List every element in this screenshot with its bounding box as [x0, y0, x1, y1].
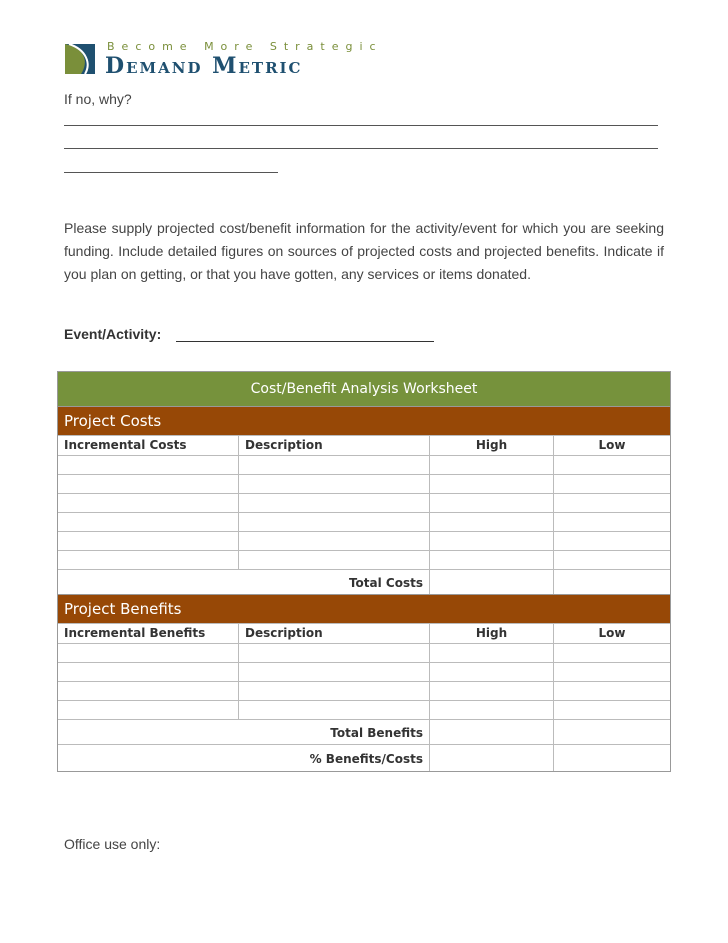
- total-costs-label: Total Costs: [348, 576, 423, 590]
- cell[interactable]: [429, 551, 553, 569]
- total-costs-high[interactable]: [429, 570, 553, 594]
- costs-table-row: [58, 455, 670, 474]
- cell[interactable]: [238, 551, 429, 569]
- cell[interactable]: [238, 456, 429, 474]
- costs-table-row: [58, 474, 670, 493]
- cell[interactable]: [429, 456, 553, 474]
- office-use-label: Office use only:: [64, 836, 161, 852]
- cell[interactable]: [553, 701, 670, 719]
- cell[interactable]: [429, 475, 553, 493]
- cell[interactable]: [429, 701, 553, 719]
- total-costs-row: [58, 569, 670, 594]
- answer-line-3: [64, 172, 278, 173]
- cell[interactable]: [429, 513, 553, 531]
- total-benefits-label: Total Benefits: [330, 726, 423, 740]
- cell[interactable]: [553, 551, 670, 569]
- cell[interactable]: [238, 682, 429, 700]
- cell[interactable]: [429, 494, 553, 512]
- benefits-table-row: [58, 643, 670, 662]
- cell[interactable]: [429, 644, 553, 662]
- project-costs-heading: Project Costs: [58, 406, 670, 435]
- event-activity-line: [176, 341, 434, 342]
- cell[interactable]: [238, 494, 429, 512]
- benefits-header-row: [58, 623, 670, 643]
- if-no-why-label: If no, why?: [64, 91, 132, 107]
- cell[interactable]: [553, 494, 670, 512]
- cell[interactable]: [553, 663, 670, 681]
- cell[interactable]: [553, 644, 670, 662]
- cell[interactable]: [238, 513, 429, 531]
- cell[interactable]: [58, 663, 238, 681]
- benefits-col-description: Description: [238, 624, 429, 643]
- benefits-table-row: [58, 681, 670, 700]
- cell[interactable]: [553, 532, 670, 550]
- cell[interactable]: [429, 532, 553, 550]
- project-benefits-heading: Project Benefits: [58, 594, 670, 623]
- cell[interactable]: [58, 644, 238, 662]
- costs-col-description: Description: [238, 436, 429, 455]
- benefits-costs-ratio-row: [58, 744, 670, 771]
- benefits-col-low: Low: [553, 624, 670, 643]
- cell[interactable]: [238, 532, 429, 550]
- cell[interactable]: [58, 475, 238, 493]
- cell[interactable]: [58, 494, 238, 512]
- cost-benefit-worksheet: [57, 371, 671, 772]
- benefits-table-row: [58, 700, 670, 719]
- instructions-paragraph: Please supply projected cost/benefit information for the activity/event for which you are seeking funding. Include detailed figures on sources of projected costs and projected benefits. Indicate if you plan on getting, or that you have gotten, any services or items donated.: [64, 220, 664, 282]
- costs-table-row: [58, 531, 670, 550]
- cell[interactable]: [58, 456, 238, 474]
- cell[interactable]: [238, 701, 429, 719]
- cell[interactable]: [58, 532, 238, 550]
- total-benefits-high[interactable]: [429, 720, 553, 744]
- cell[interactable]: [553, 475, 670, 493]
- benefits-table-row: [58, 662, 670, 681]
- costs-table-row: [58, 493, 670, 512]
- event-activity-label: Event/Activity:: [64, 326, 162, 342]
- tagline: Become More Strategic: [107, 40, 383, 53]
- costs-table-row: [58, 512, 670, 531]
- ratio-high[interactable]: [429, 745, 553, 771]
- cell[interactable]: [58, 701, 238, 719]
- costs-col-high: High: [429, 436, 553, 455]
- total-costs-low[interactable]: [553, 570, 670, 594]
- answer-line-1: [64, 125, 658, 126]
- cell[interactable]: [58, 513, 238, 531]
- cell[interactable]: [553, 513, 670, 531]
- answer-line-2: [64, 148, 658, 149]
- cell[interactable]: [58, 551, 238, 569]
- benefits-col-high: High: [429, 624, 553, 643]
- total-benefits-row: [58, 719, 670, 744]
- logo-mark-icon: [63, 42, 97, 76]
- cell[interactable]: [429, 663, 553, 681]
- costs-table-row: [58, 550, 670, 569]
- brand-name: Demand Metric: [105, 53, 303, 79]
- cell[interactable]: [553, 682, 670, 700]
- cell[interactable]: [58, 682, 238, 700]
- ratio-low[interactable]: [553, 745, 670, 771]
- cell[interactable]: [429, 682, 553, 700]
- cell[interactable]: [238, 663, 429, 681]
- cell[interactable]: [553, 456, 670, 474]
- total-benefits-low[interactable]: [553, 720, 670, 744]
- demand-metric-logo: [63, 40, 383, 80]
- benefits-costs-ratio-label: % Benefits/Costs: [309, 752, 423, 766]
- cell[interactable]: [238, 644, 429, 662]
- costs-col-incremental: Incremental Costs: [64, 438, 187, 452]
- benefits-col-incremental: Incremental Benefits: [64, 626, 206, 640]
- costs-header-row: [58, 435, 670, 455]
- cell[interactable]: [238, 475, 429, 493]
- costs-col-low: Low: [553, 436, 670, 455]
- worksheet-title: Cost/Benefit Analysis Worksheet: [58, 372, 670, 406]
